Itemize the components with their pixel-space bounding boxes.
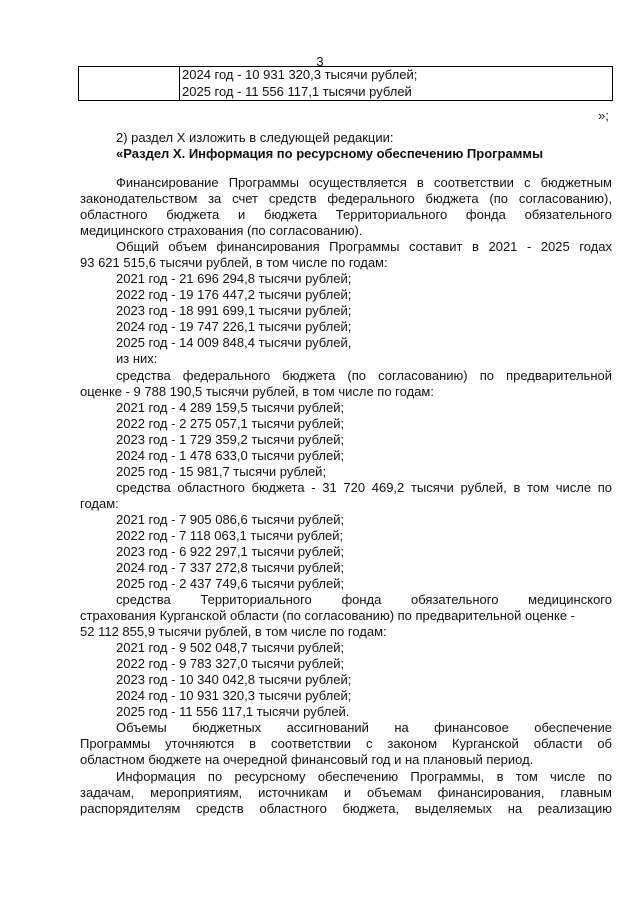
table-cell-years <box>180 67 613 101</box>
text-line: 2023 год - 10 340 042,8 тысячи рублей; <box>116 672 352 687</box>
text-line: 93 621 515,6 тысячи рублей, в том числе по годам: <box>80 255 388 270</box>
text-line: 2025 год - 15 981,7 тысячи рублей; <box>116 464 327 479</box>
budget-table-fragment <box>78 66 613 101</box>
text-line: 2021 год - 4 289 159,5 тысячи рублей; <box>116 400 345 415</box>
text-line: 2021 год - 7 905 086,6 тысячи рублей; <box>116 512 345 527</box>
text-line: 2024 год - 7 337 272,8 тысячи рублей; <box>116 560 345 575</box>
page-number: 3 <box>316 54 324 69</box>
closing-quote-mark: »; <box>598 108 609 123</box>
table-line: 2025 год - 11 556 117,1 тысячи рублей <box>182 83 412 99</box>
text-line: 52 112 855,9 тысячи рублей, в том числе по годам: <box>80 624 387 639</box>
text-line: 2022 год - 19 176 447,2 тысячи рублей; <box>116 287 352 302</box>
text-line: медицинского страхования (по согласованию). <box>80 223 363 238</box>
text-line: из них: <box>116 351 158 366</box>
text-line: Объемы бюджетных ассигнований на финансовое обеспечение <box>116 720 612 735</box>
text-line: 2024 год - 1 478 633,0 тысячи рублей; <box>116 448 345 463</box>
text-line: средства федерального бюджета (по согласованию) по предварительной <box>116 368 612 383</box>
text-line: задачам, мероприятиям, источникам и объемам финансирования, главным <box>80 785 612 800</box>
text-line: 2023 год - 18 991 699,1 тысячи рублей; <box>116 303 352 318</box>
text-line: Общий объем финансирования Программы составит в 2021 - 2025 годах <box>116 239 612 254</box>
text-line: законодательством за счет средств федерального бюджета (по согласованию), <box>80 191 612 206</box>
text-line: Информация по ресурсному обеспечению Программы, в том числе по <box>116 769 612 784</box>
text-line: Программы уточняются в соответствии с законом Курганской области об <box>80 736 612 751</box>
text-line: 2021 год - 21 696 294,8 тысячи рублей; <box>116 271 352 286</box>
text-line: областного бюджета и бюджета Территориального фонда обязательного <box>80 207 612 222</box>
text-line: 2022 год - 7 118 063,1 тысячи рублей; <box>116 528 344 543</box>
section-heading: «Раздел X. Информация по ресурсному обеспечению Программы <box>116 146 544 161</box>
table-line: 2024 год - 10 931 320,3 тысячи рублей; <box>182 67 418 82</box>
text-line: средства областного бюджета - 31 720 469,2 тысячи рублей, в том числе по <box>116 480 612 495</box>
text-line: страхования Курганской области (по согласованию) по предварительной оценке - <box>80 608 575 623</box>
text-line: 2) раздел X изложить в следующей редакции: <box>116 130 394 145</box>
text-line: 2022 год - 2 275 057,1 тысячи рублей; <box>116 416 345 431</box>
text-line: 2024 год - 19 747 226,1 тысячи рублей; <box>116 319 352 334</box>
text-line: оценке - 9 788 190,5 тысячи рублей, в том числе по годам: <box>80 384 434 399</box>
text-line: годам: <box>80 496 119 511</box>
text-line: 2022 год - 9 783 327,0 тысячи рублей; <box>116 656 345 671</box>
text-line: Финансирование Программы осуществляется в соответствии с бюджетным <box>116 175 612 190</box>
text-line: средства Территориального фонда обязательного медицинского <box>116 592 612 607</box>
text-line: областном бюджете на очередной финансовый год и на плановый период. <box>80 752 534 767</box>
table-row <box>79 67 613 101</box>
text-line: 2025 год - 11 556 117,1 тысячи рублей. <box>116 704 350 719</box>
text-line: 2025 год - 2 437 749,6 тысячи рублей; <box>116 576 345 591</box>
table-cell-empty <box>79 67 180 101</box>
text-line: 2021 год - 9 502 048,7 тысячи рублей; <box>116 640 345 655</box>
text-line: 2023 год - 1 729 359,2 тысячи рублей; <box>116 432 345 447</box>
text-line: 2024 год - 10 931 320,3 тысячи рублей; <box>116 688 352 703</box>
text-line: 2025 год - 14 009 848,4 тысячи рублей, <box>116 335 352 350</box>
text-line: 2023 год - 6 922 297,1 тысячи рублей; <box>116 544 345 559</box>
text-line: распорядителям средств областного бюджета, выделяемых на реализацию <box>80 801 612 816</box>
